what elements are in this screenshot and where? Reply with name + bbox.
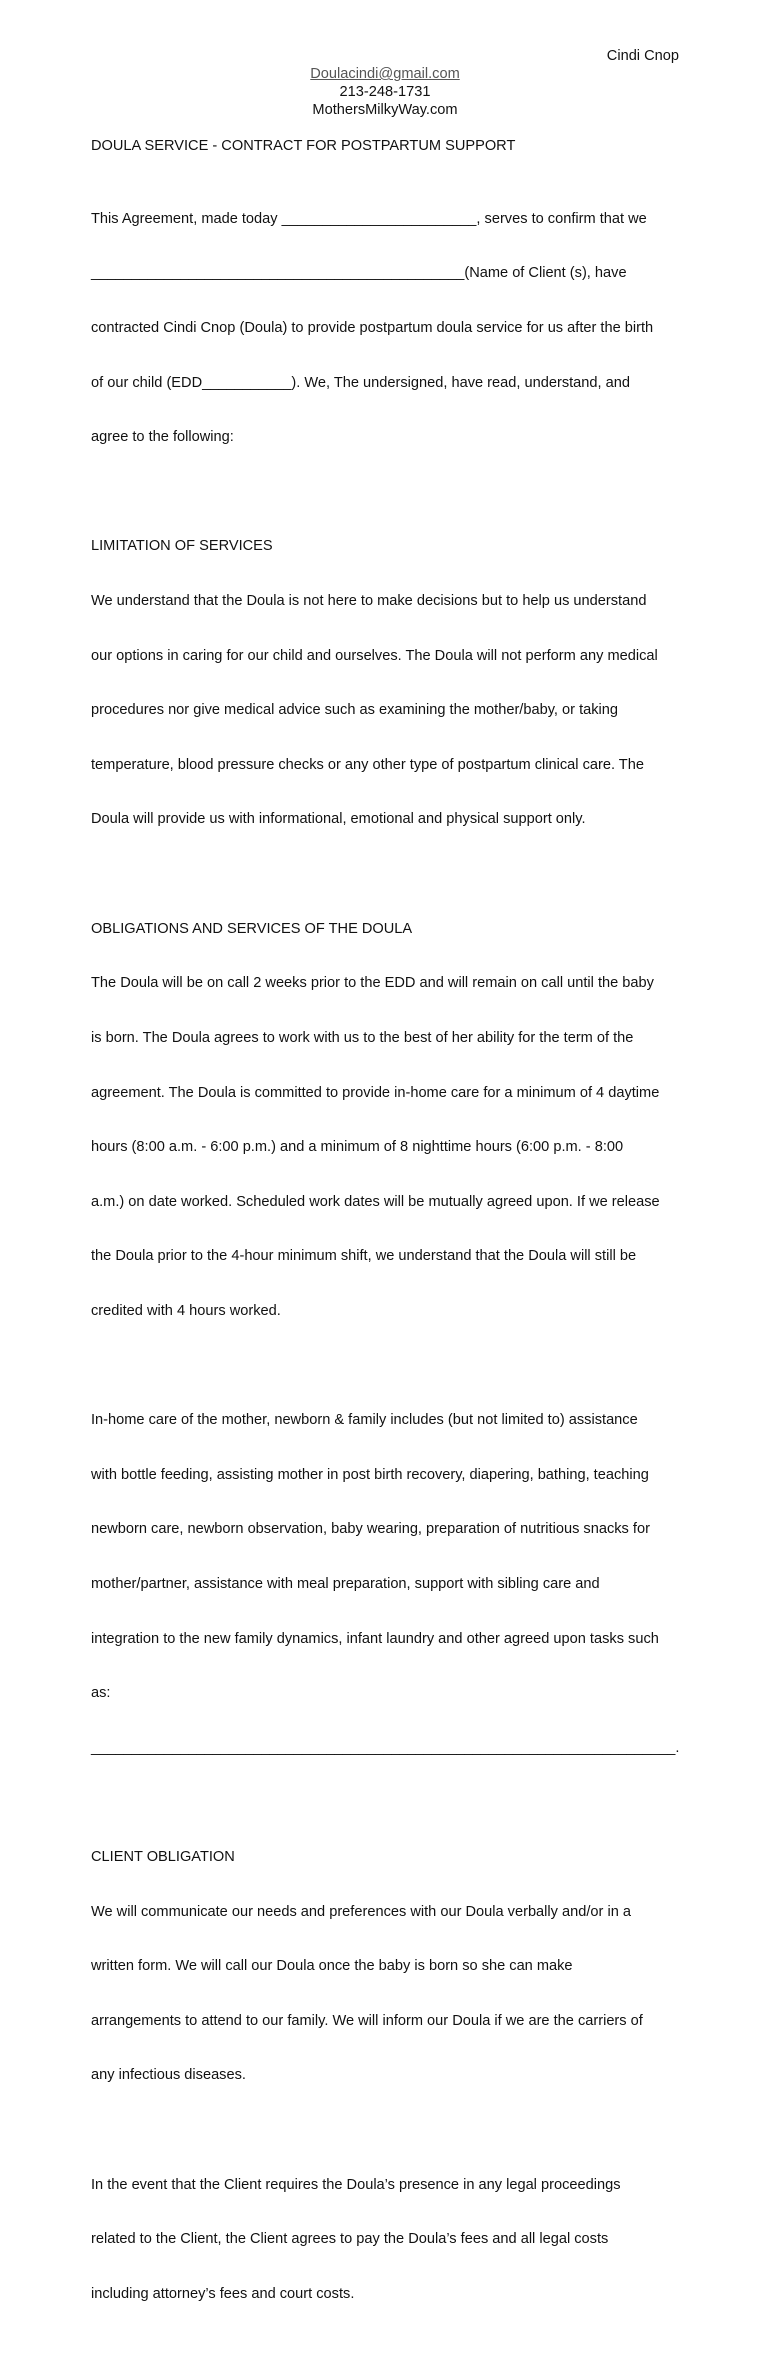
- inhome-line: with bottle feeding, assisting mother in post birth recovery, diapering, bathing, teaching: [91, 1466, 649, 1483]
- agreement-paragraph: [91, 173, 691, 482]
- obligations-line: credited with 4 hours worked.: [91, 1302, 281, 1319]
- obligations-line: The Doula will be on call 2 weeks prior to the EDD and will remain on call until the baby: [91, 975, 654, 992]
- client-obligation-section: [91, 1812, 691, 2121]
- inhome-line: newborn care, newborn observation, baby wearing, preparation of nutritious snacks for: [91, 1521, 650, 1538]
- legal-line: including attorney’s fees and court costs.: [91, 2285, 355, 2302]
- limitation-line: temperature, blood pressure checks or any other type of postpartum clinical care. The: [91, 756, 644, 773]
- phone-number: 213-248-1731: [339, 84, 431, 101]
- obligations-line: a.m.) on date worked. Scheduled work dates will be mutually agreed upon. If we release: [91, 1193, 660, 1210]
- limitation-line: We understand that the Doula is not here to make decisions but to help us understand: [91, 593, 647, 610]
- website: MothersMilkyWay.com: [312, 102, 458, 119]
- agreement-line: of our child (EDD___________). We, The undersigned, have read, understand, and: [91, 374, 630, 391]
- inhome-line: integration to the new family dynamics, infant laundry and other agreed upon tasks such: [91, 1630, 659, 1647]
- email-link[interactable]: Doulacindi@gmail.com: [310, 66, 460, 82]
- section-heading: LIMITATION OF SERVICES: [91, 538, 273, 555]
- inhome-line: In-home care of the mother, newborn & family includes (but not limited to) assistance: [91, 1412, 638, 1429]
- contact-block: [0, 65, 770, 120]
- obligations-line: the Doula prior to the 4-hour minimum shift, we understand that the Doula will still be: [91, 1248, 637, 1265]
- limitation-line: procedures nor give medical advice such as examining the mother/baby, or taking: [91, 702, 619, 719]
- limitation-line: our options in caring for our child and ourselves. The Doula will not perform any medical: [91, 647, 658, 664]
- inhome-line: mother/partner, assistance with meal preparation, support with sibling care and: [91, 1575, 600, 1592]
- client-line: We will communicate our needs and preferences with our Doula verbally and/or in a: [91, 1903, 631, 1920]
- legal-line: related to the Client, the Client agrees to pay the Doula’s fees and all legal costs: [91, 2231, 609, 2248]
- contract-body: [91, 137, 691, 2358]
- legal-line: In the event that the Client requires the Doula’s presence in any legal proceedings: [91, 2176, 621, 2193]
- agreement-line: This Agreement, made today ________________________, serves to confirm that we: [91, 210, 647, 227]
- tasks-blank-line: ________________________________________________________________________.: [91, 1739, 680, 1756]
- section-heading: CLIENT OBLIGATION: [91, 1849, 235, 1866]
- legal-paragraph: [91, 2139, 691, 2339]
- obligations-section: [91, 883, 691, 1356]
- obligations-line: hours (8:00 a.m. - 6:00 p.m.) and a minimum of 8 nighttime hours (6:00 p.m. - 8:00: [91, 1139, 624, 1156]
- inhome-line: as:: [91, 1685, 111, 1702]
- contract-title: DOULA SERVICE - CONTRACT FOR POSTPARTUM SUPPORT: [91, 138, 516, 154]
- inhome-care-paragraph: [91, 1375, 691, 1794]
- client-line: arrangements to attend to our family. We will inform our Doula if we are the carriers of: [91, 2012, 643, 2029]
- client-line: any infectious diseases.: [91, 2067, 246, 2084]
- obligations-line: agreement. The Doula is committed to provide in-home care for a minimum of 4 daytime: [91, 1084, 660, 1101]
- author-name: Cindi Cnop: [606, 48, 679, 64]
- agreement-line: agree to the following:: [91, 429, 234, 446]
- agreement-line: ______________________________________________(Name of Client (s), have: [91, 265, 627, 282]
- client-line: written form. We will call our Doula once the baby is born so she can make: [91, 1958, 573, 1975]
- agreement-line: contracted Cindi Cnop (Doula) to provide postpartum doula service for us after the birth: [91, 320, 654, 337]
- limitation-line: Doula will provide us with informational, emotional and physical support only.: [91, 811, 586, 828]
- obligations-line: is born. The Doula agrees to work with us to the best of her ability for the term of the: [91, 1029, 634, 1046]
- section-heading: OBLIGATIONS AND SERVICES OF THE DOULA: [91, 920, 413, 937]
- limitation-section: [91, 501, 691, 865]
